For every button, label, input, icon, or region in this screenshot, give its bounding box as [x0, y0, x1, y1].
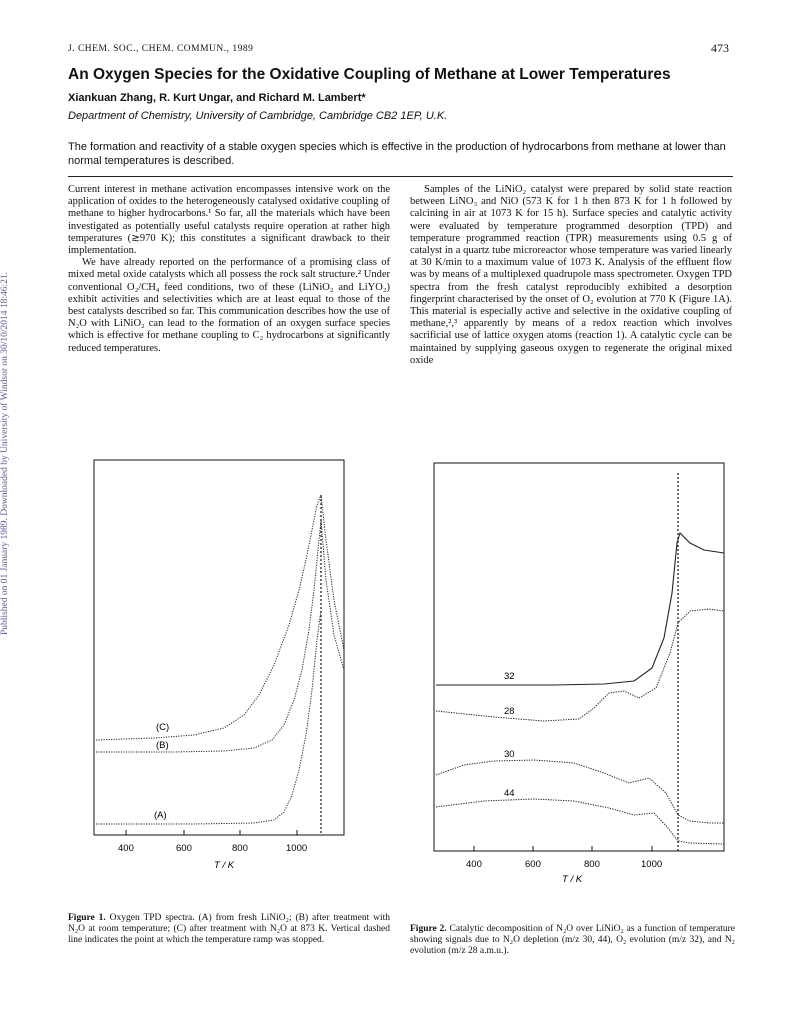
- x-tick-label: 400: [118, 843, 134, 854]
- caption-label: Figure 2.: [410, 924, 447, 934]
- page-number: 473: [711, 41, 729, 55]
- x-axis-label: T / K: [214, 860, 235, 871]
- paragraph: Current interest in methane activation encompasses intensive work on the application of oxides to the heterogeneously catalysed oxidative coupling of methane to higher hydrocarbons.¹ So far, all the materials which have been investigated as potentially useful catalysts require operation at rather high temperatures (≳970 K); this constitutes a significant drawback to their implementation.: [68, 184, 390, 257]
- x-axis-label: T / K: [562, 874, 583, 885]
- caption-text: Oxygen TPD spectra. (A) from fresh LiNiO₂; (B) after treatment with N₂O at room temperature; (C) after treatment with N₂O at 873 K. Vertical dashed line indicates the point at which the temperature ramp was stopped.: [68, 913, 390, 945]
- curve-label-c: (C): [156, 722, 170, 733]
- signal-curve-28: [436, 609, 724, 721]
- curve-label-30: 30: [504, 749, 515, 760]
- tpd-curve-b: [96, 520, 344, 752]
- signal-curve-30: [436, 760, 724, 823]
- figure-2-caption: [410, 924, 735, 957]
- author-list: Xiankuan Zhang, R. Kurt Ungar, and Richard M. Lambert*: [68, 92, 366, 104]
- download-notice: Published on 01 January 1989. Downloaded by University of Windsor on 30/10/2014 18:46:21.: [0, 271, 10, 635]
- figure-2-n2o-decomposition: [434, 463, 724, 883]
- article-title: An Oxygen Species for the Oxidative Coupling of Methane at Lower Temperatures: [68, 66, 671, 83]
- left-column: [68, 184, 390, 355]
- figure-1-oxygen-tpd-spectra: [94, 460, 344, 870]
- affiliation: Department of Chemistry, University of Cambridge, Cambridge CB2 1EP, U.K.: [68, 110, 448, 122]
- curve-label-28: 28: [504, 706, 515, 717]
- x-tick-label: 1000: [286, 843, 308, 854]
- x-tick-label: 600: [525, 859, 541, 870]
- x-tick-label: 1000: [641, 859, 663, 870]
- curve-label-b: (B): [156, 740, 169, 751]
- x-tick-label: 800: [584, 859, 600, 870]
- plot-frame: [94, 460, 344, 835]
- paragraph: Samples of the LiNiO₂ catalyst were prepared by solid state reaction between LiNO₃ and NiO (573 K for 1 h then 873 K for 1 h followed by calcining in air at 1073 K for 15 h). Surface species and catalytic activity were evaluated by temperature programmed desorption (TPD) and temperature programmed reaction (TPR) measurements using 0.5 g of catalyst in a quartz tube microreactor whose temperature was varied linearly at 30 K/min to a maximum value of 1073 K. Analysis of the effluent flow was by means of a multiplexed quadrupole mass spectrometer. Oxygen TPD spectra from the fresh catalyst reproducibly exhibited a desorption fingerprint characterised by the onset of O₂ evolution at 770 K (Figure 1A). This material is especially active and selective in the oxidative coupling of methane,²,³ apparently by means of a redox reaction which involves sacrificial use of lattice oxygen atoms (reaction 1). A catalytic cycle can be maintained by supplying gaseous oxygen to regenerate the original mixed oxide: [410, 184, 732, 366]
- caption-text: Catalytic decomposition of N₂O over LiNiO₂ as a function of temperature showing signals due to N₂O depletion (m/z 30, 44), O₂ evolution (m/z 32), and N₂ evolution (m/z 28 a.m.u.).: [410, 924, 735, 956]
- x-tick-label: 600: [176, 843, 192, 854]
- plot-frame: [434, 463, 724, 851]
- caption-label: Figure 1.: [68, 913, 106, 923]
- curve-label-44: 44: [504, 788, 515, 799]
- figure-2-plot: [434, 463, 724, 883]
- right-column: [410, 184, 732, 367]
- running-head: J. CHEM. SOC., CHEM. COMMUN., 1989: [68, 44, 254, 54]
- signal-curve-32: [436, 533, 724, 685]
- x-tick-label: 800: [232, 843, 248, 854]
- tpd-curve-c: [96, 495, 344, 740]
- figure-1-caption: [68, 913, 390, 946]
- figure-1-plot: [94, 460, 344, 870]
- curve-label-a: (A): [154, 810, 167, 821]
- curve-label-32: 32: [504, 671, 515, 682]
- x-tick-label: 400: [466, 859, 482, 870]
- paragraph: We have already reported on the performance of a promising class of mixed metal oxide catalysts which all possess the rock salt structure.² Under conventional O₂/CH₄ feed conditions, two of these (LiNiO₂ and LiYO₂) exhibit activities and selectivities which are at least equal to those of the best catalysts described so far. This communication describes how the use of N₂O with LiNiO₂ can lead to the formation of an oxygen surface species which is effective for methane coupling to C₂ hydrocarbons at significantly reduced temperatures.: [68, 257, 390, 354]
- section-divider: [68, 176, 733, 177]
- abstract: The formation and reactivity of a stable oxygen species which is effective in the production of hydrocarbons from methane at lower than normal temperatures is described.: [68, 141, 726, 167]
- signal-curve-44: [436, 799, 724, 844]
